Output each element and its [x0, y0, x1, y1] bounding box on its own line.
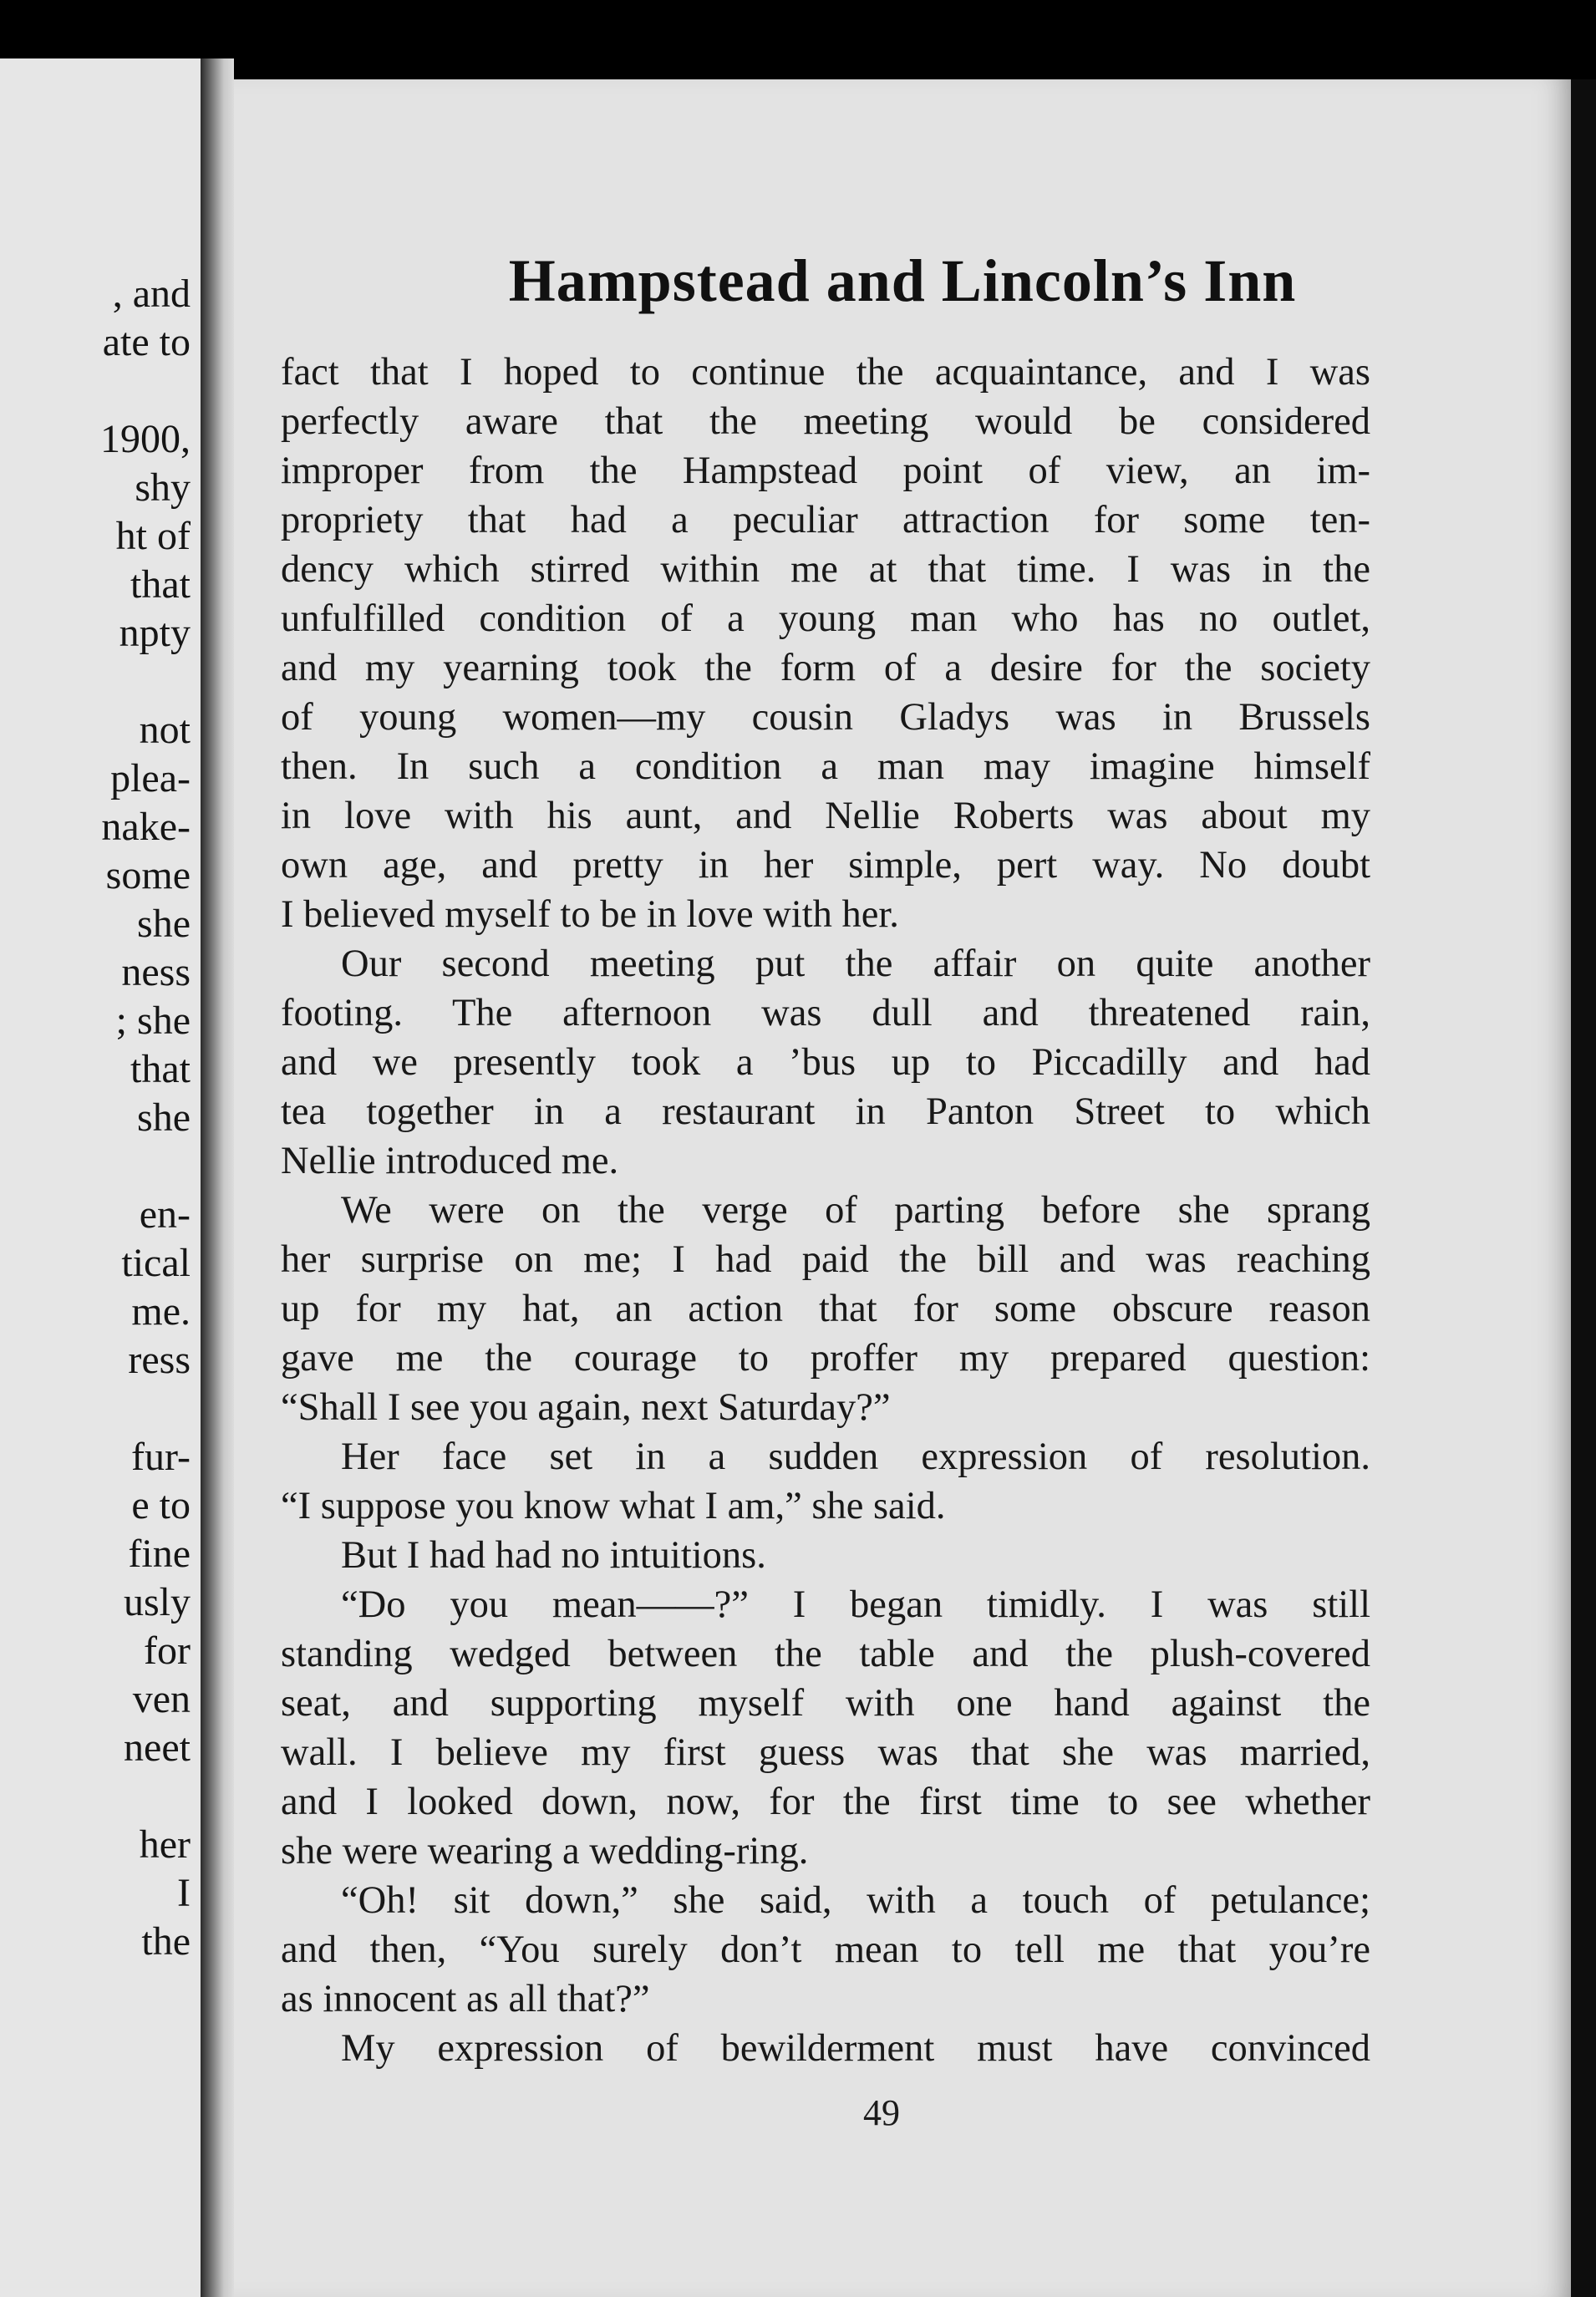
- previous-page-line: ven: [132, 1677, 191, 1721]
- text-line: and my yearning took the form of a desire for the society: [281, 649, 1370, 689]
- book-page: [234, 79, 1571, 2297]
- previous-page-line: the: [141, 1919, 191, 1964]
- text-line: We were on the verge of parting before she sprang: [341, 1192, 1370, 1231]
- text-line: of young women—my cousin Gladys was in Brussels: [281, 699, 1370, 738]
- previous-page-line: her: [139, 1822, 191, 1867]
- previous-page-line: shy: [135, 465, 191, 510]
- text-line: Her face set in a sudden expression of resolution.: [341, 1438, 1370, 1477]
- previous-page-line: neet: [124, 1725, 191, 1770]
- text-line: as innocent as all that?”: [281, 1980, 650, 2020]
- text-line: “Shall I see you again, next Saturday?”: [281, 1389, 891, 1428]
- previous-page-line: usly: [123, 1580, 191, 1624]
- previous-page-fragment: [0, 58, 203, 2297]
- previous-page-line: for: [144, 1629, 191, 1673]
- text-line: My expression of bewilderment must have convinced: [341, 2030, 1370, 2069]
- previous-page-line: 1900,: [100, 417, 191, 461]
- page-number: 49: [863, 2092, 900, 2133]
- book-gutter: [201, 58, 234, 2297]
- text-line: “Oh! sit down,” she said, with a touch of petulance;: [341, 1882, 1370, 1921]
- previous-page-line: that: [130, 1047, 191, 1091]
- previous-page-line: ht of: [115, 514, 191, 558]
- previous-page-line: fur-: [131, 1435, 191, 1479]
- text-line: and I looked down, now, for the first time to see whether: [281, 1783, 1370, 1822]
- text-line: propriety that had a peculiar attraction for some ten-: [281, 501, 1370, 541]
- previous-page-line: ate to: [102, 320, 191, 364]
- text-line: and then, “You surely don’t mean to tell me that you’re: [281, 1931, 1370, 1970]
- text-line: Our second meeting put the affair on quite another: [341, 945, 1370, 984]
- text-line: seat, and supporting myself with one hand against the: [281, 1685, 1370, 1724]
- text-line: But I had had no intuitions.: [341, 1537, 766, 1576]
- text-line: then. In such a condition a man may imagine himself: [281, 748, 1370, 787]
- previous-page-line: she: [137, 1095, 191, 1140]
- previous-page-line: some: [105, 853, 191, 897]
- text-line: fact that I hoped to continue the acquaintance, and I was: [281, 353, 1370, 393]
- previous-page-line: , and: [112, 272, 191, 316]
- text-line: “I suppose you know what I am,” she said.: [281, 1487, 946, 1527]
- previous-page-line: ness: [121, 950, 191, 994]
- previous-page-line: me.: [131, 1289, 191, 1334]
- text-line: up for my hat, an action that for some obscure reason: [281, 1290, 1370, 1329]
- text-line: I believed myself to be in love with her.: [281, 896, 899, 935]
- text-line: wall. I believe my first guess was that she was married,: [281, 1734, 1370, 1773]
- text-line: footing. The afternoon was dull and threatened rain,: [281, 994, 1370, 1034]
- text-line: unfulfilled condition of a young man who has no outlet,: [281, 600, 1370, 639]
- text-line: perfectly aware that the meeting would be considered: [281, 403, 1370, 442]
- previous-page-line: tical: [121, 1241, 191, 1285]
- text-line: her surprise on me; I had paid the bill and was reaching: [281, 1241, 1370, 1280]
- page-edge-shadow: [1571, 79, 1596, 2297]
- previous-page-line: npty: [119, 611, 191, 655]
- text-line: dency which stirred within me at that time. I was in the: [281, 551, 1370, 590]
- text-line: gave me the courage to proffer my prepared question:: [281, 1339, 1370, 1379]
- previous-page-line: not: [139, 708, 191, 752]
- text-line: standing wedged between the table and the plush-covered: [281, 1635, 1370, 1674]
- previous-page-line: that: [130, 562, 191, 607]
- previous-page-line: she: [137, 902, 191, 946]
- text-line: Nellie introduced me.: [281, 1142, 619, 1182]
- previous-page-line: fine: [128, 1532, 191, 1576]
- previous-page-line: e to: [131, 1483, 191, 1527]
- running-head: Hampstead and Lincoln’s Inn: [508, 247, 1297, 314]
- text-line: “Do you mean——?” I began timidly. I was still: [341, 1586, 1370, 1625]
- text-line: in love with his aunt, and Nellie Roberts was about my: [281, 797, 1370, 836]
- previous-page-line: plea-: [110, 756, 191, 800]
- previous-page-line: en-: [139, 1192, 191, 1237]
- previous-page-line: ress: [128, 1338, 191, 1382]
- text-line: she were wearing a wedding-ring.: [281, 1832, 809, 1872]
- text-line: tea together in a restaurant in Panton Street to which: [281, 1093, 1370, 1132]
- text-line: own age, and pretty in her simple, pert way. No doubt: [281, 846, 1370, 886]
- previous-page-line: ; she: [115, 999, 191, 1043]
- previous-page-line: nake-: [101, 805, 191, 849]
- text-line: improper from the Hampstead point of view, an im-: [281, 452, 1370, 491]
- text-line: and we presently took a ’bus up to Piccadilly and had: [281, 1044, 1370, 1083]
- previous-page-line: I: [177, 1871, 191, 1915]
